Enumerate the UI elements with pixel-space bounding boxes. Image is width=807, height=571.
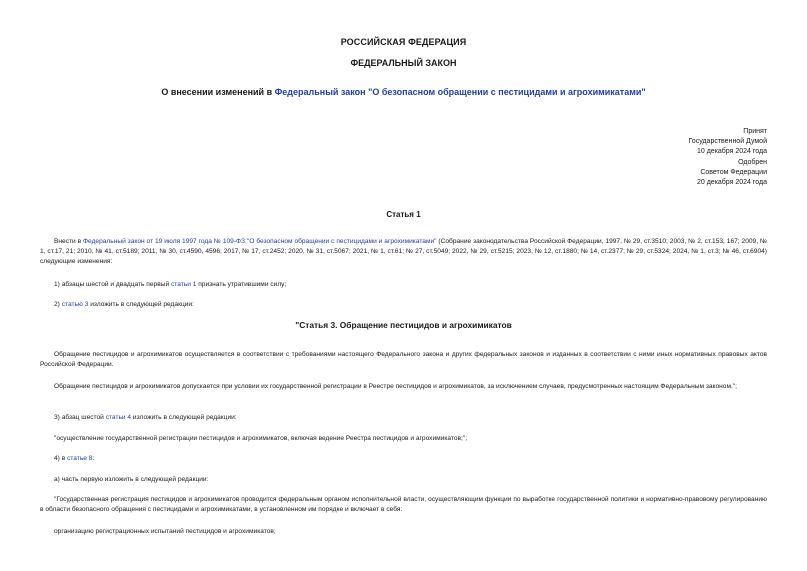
law-title [0,87,807,97]
item-1-suffix: признать утратившими силу; [196,281,287,288]
intro-prefix: Внести в [54,238,84,245]
adoption-line: Принят [743,128,767,135]
article-1-heading: Статья 1 [386,210,421,219]
adoption-info [567,127,767,188]
item-4a: а) часть первую изложить в следующей редакции: [54,476,209,483]
article-1-link[interactable]: статьи 1 [170,281,197,288]
item-1-prefix: 1) абзацы шестой и двадцать первый [54,281,171,288]
item-3-suffix: изложить в следующей редакции: [131,414,237,421]
new-article-3-p2: Обращение пестицидов и агрохимикатов допускается при условии их государственной регистрации в Реестре пестицидов и агрохимикатов, за исключением случаев, предусмотренных настоящим Федеральным законом."; [54,383,738,390]
item-3 [40,413,767,423]
country-heading: РОССИЙСКАЯ ФЕДЕРАЦИЯ [340,37,467,47]
law-title-link[interactable]: Федеральный закон "О безопасном обращении с пестицидами и агрохимикатами" [274,87,646,97]
item-4a-quote: "Государственная регистрация пестицидов и агрохимикатов проводится федеральным органом исполнительной власти, осуществляющим функции по выработке государственной политики и нормативно-правовому регулированию в области безопасного обращения с пестицидами и агрохимикатами, в установленном им порядке и включает в себя: [40,496,767,514]
item-4-prefix: 4) в [54,455,68,462]
article-4-link[interactable]: статьи 4 [105,414,132,421]
law-title-prefix: О внесении изменений в [161,87,275,97]
item-3-prefix: 3) абзац шестой [54,414,106,421]
adoption-line: Советом Федерации [700,168,767,176]
adoption-line: 20 декабря 2024 года [696,179,767,187]
adoption-line: 10 декабря 2024 года [696,148,767,156]
adoption-line: Одобрен [738,158,767,166]
new-article-3-p1: Обращение пестицидов и агрохимикатов осуществляется в соответствии с требованиями настоящего Федерального закона и других федеральных законов и изданных в соответствии с ними иных нормативных правовых актов Российской Федерации. [40,351,767,369]
article-1-intro [40,237,767,268]
item-4a-last: организацию регистрационных испытаний пестицидов и агрохимикатов; [54,528,276,535]
item-2-prefix: 2) [54,301,62,308]
new-article-3-heading: "Статья 3. Обращение пестицидов и агрохимикатов [295,320,512,330]
item-3-quote: "осуществление государственной регистрации пестицидов и агрохимикатов, включая ведение Реестра пестицидов и агрохимикатов;"; [54,435,468,442]
law-109fz-link[interactable]: Федеральный закон от 19 июля 1997 года № 109-ФЗ "О безопасном обращении с пестицидами и агрохимикатами" [83,238,437,245]
item-4 [40,454,767,464]
item-4-suffix: : [92,455,95,462]
item-2-suffix: изложить в следующей редакции: [88,301,194,308]
article-3-link[interactable]: статью 3 [61,301,89,308]
adoption-line: Государственной Думой [688,138,767,146]
intro-suffix: (Собрание законодательства Российской Федерации, 1997, № 29, ст.3510; 2003, № 2, ст.153, 167; 2009, № 1, ст.17, 21; 2010, № 41, ст.5189; 2011, № 30, ст.4590, 4596; 2017, № 17, ст.2452; 2020, № 31, ст.5067; 2021, № 1, ст.61; № 27, ст.5049; 2022, № 29, ст.5215; 2023, № 12, ст.1880; № 14, ст.2377; № 29, ст.5324; 2024, № 1, ст.3; № 46, ст.6904) следующие изменения: [40,238,768,266]
article-8-link[interactable]: статье 8 [67,455,93,462]
law-type-heading: ФЕДЕРАЛЬНЫЙ ЗАКОН [350,58,457,68]
item-2 [40,300,767,310]
item-1 [40,280,767,290]
